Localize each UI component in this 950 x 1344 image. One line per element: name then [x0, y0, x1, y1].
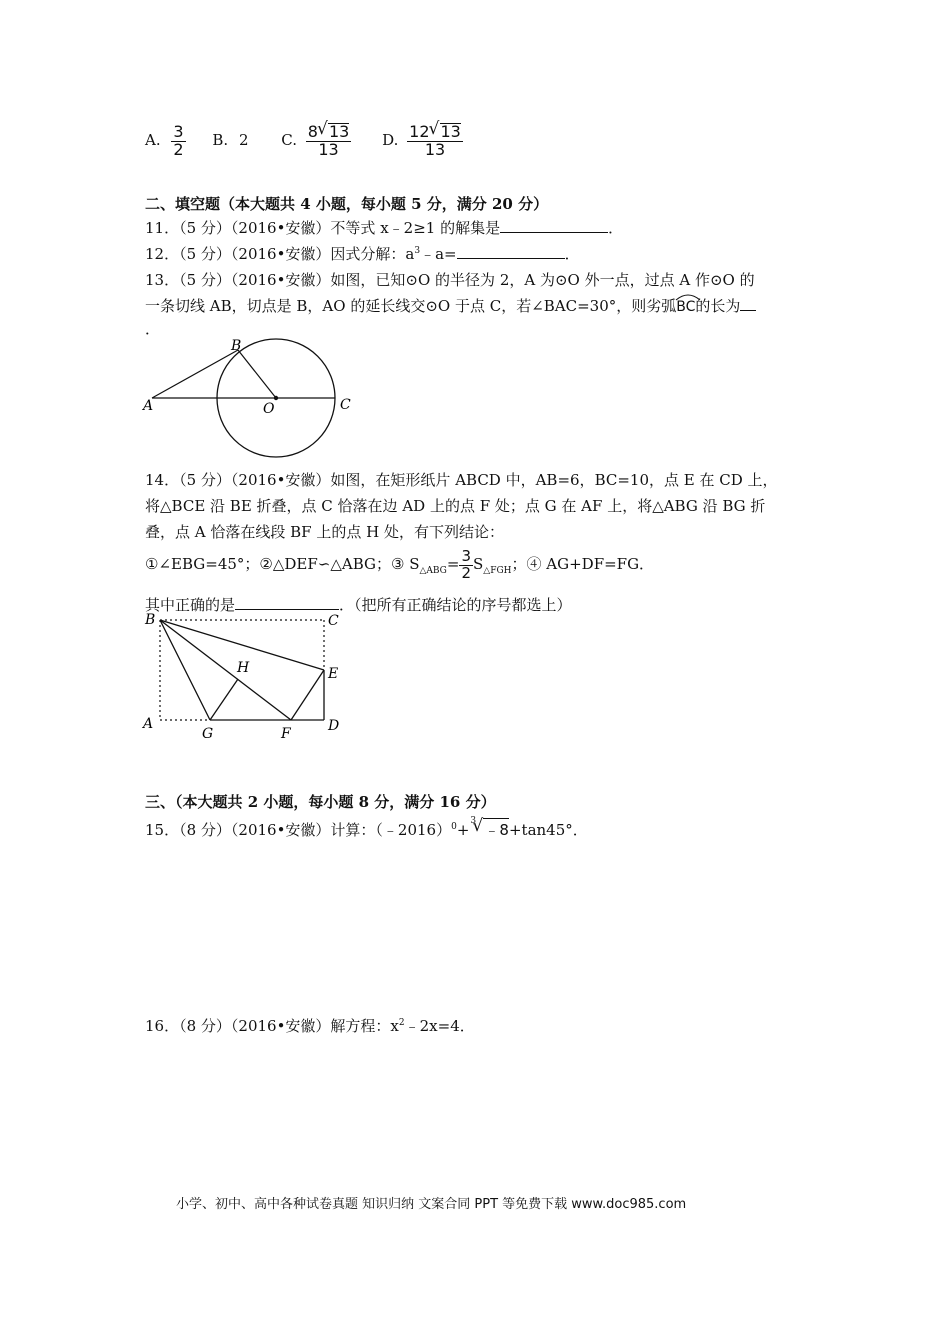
option-c-fraction: [306, 123, 352, 159]
q14-statements: [145, 544, 654, 584]
q14-line1: 14．（5 分）（2016•安徽）如图，在矩形纸片 ABCD 中，AB=6，BC=10，点 E 在 CD 上，: [145, 471, 778, 489]
q15-text-b: +tan45°．: [508, 821, 588, 839]
label-o: O: [263, 401, 275, 417]
q13-line1: 13．（5 分）（2016•安徽）如图，已知⊙O 的半径为 2，A 为⊙O 外一点，过点 A 作⊙O 的: [145, 271, 755, 289]
option-a-denominator: 2: [173, 139, 184, 159]
option-c-coef: 8: [307, 122, 318, 142]
section2-heading: 二、填空题（本大题共 4 小题，每小题 5 分，满分 20 分）: [145, 195, 549, 213]
option-a-numerator: 3: [173, 121, 184, 141]
option-d-denominator: 13: [424, 140, 446, 159]
q16-text-a: 16．（8 分）（2016•安徽）解方程：x: [145, 1017, 399, 1035]
segment-bg: [160, 620, 210, 720]
label-b: B: [231, 338, 242, 354]
q12-text-b: ﹣a=: [420, 245, 457, 263]
q13-line2: [145, 295, 756, 316]
option-c-radical: √ 13: [328, 123, 349, 141]
segment-bf: [160, 620, 291, 720]
center-point: [274, 396, 278, 400]
arc-label: BC: [676, 299, 696, 315]
q15-root-index: 3: [470, 816, 477, 826]
q14-line5-b: ．（把所有正确结论的序号都选上）: [339, 596, 572, 614]
q13-answer-blank[interactable]: [740, 296, 756, 311]
q13-line2-a: 一条切线 AB，切点是 B，AO 的延长线交⊙O 于点 C，若∠BAC=30°，则劣弧: [145, 297, 677, 315]
segment-gh: [210, 679, 238, 720]
arc-symbol-icon: [674, 293, 702, 301]
option-b-value: 2: [238, 131, 249, 149]
q11: [145, 217, 623, 238]
q14-line3: 叠，点 A 恰落在线段 BF 上的点 H 处，有下列结论：: [145, 523, 504, 541]
q15-exponent: 0: [451, 822, 457, 832]
q10-options: [145, 118, 463, 162]
q16-exponent: 2: [398, 1018, 405, 1028]
q14-s1: ①∠EBG=45°；②△DEF∽△ABG；③ S: [145, 555, 420, 573]
q13-line2-b: 的长为: [695, 297, 741, 315]
label-d: D: [328, 718, 340, 734]
section3-heading: 三、（本大题共 2 小题，每小题 8 分，满分 16 分）: [145, 793, 496, 811]
label-h: H: [237, 660, 250, 676]
option-a-fraction: [171, 121, 185, 159]
option-d-label: D.: [382, 131, 399, 149]
option-b-label: B.: [212, 131, 229, 149]
label-a: A: [143, 398, 154, 414]
option-d-fraction: [407, 123, 463, 159]
q11-text: 11．（5 分）（2016•安徽）不等式 x﹣2≥1 的解集是: [145, 219, 501, 237]
label-e: E: [328, 666, 339, 682]
segment-ef: [291, 670, 324, 720]
q14-sub-fgh: △FGH: [483, 566, 512, 576]
q12-end: ．: [564, 245, 580, 263]
q15-text-a: 15．（8 分）（2016•安徽）计算：（﹣2016）: [145, 821, 452, 839]
option-d-radical: √ 13: [440, 123, 461, 141]
q16-text-b: ﹣2x=4．: [404, 1017, 475, 1035]
q14-frac-num: 3: [461, 546, 472, 565]
q14-frac-den: 2: [461, 563, 472, 582]
q16: [145, 1015, 475, 1036]
q12-text-a: 12．（5 分）（2016•安徽）因式分解：a: [145, 245, 415, 263]
q14-eq: =: [446, 555, 460, 573]
label-f: F: [281, 726, 291, 742]
cube-root: [471, 818, 509, 840]
label-c: C: [328, 613, 339, 629]
q11-answer-blank[interactable]: [500, 218, 608, 233]
option-c-numerator: [306, 123, 352, 142]
q15-plus: +: [456, 821, 470, 839]
q14-s2: S: [473, 555, 484, 573]
q15-radicand: √ ﹣8: [483, 818, 509, 840]
q13-line3: ．: [145, 320, 161, 338]
label-b: B: [145, 612, 156, 628]
option-c-label: C.: [281, 131, 297, 149]
label-c: C: [340, 397, 351, 413]
q12-answer-blank[interactable]: [457, 244, 565, 259]
q12-exponent: 3: [414, 246, 421, 256]
q14-line5-a: 其中正确的是: [145, 596, 236, 614]
figure-q14: [140, 608, 355, 743]
q14-s3: ；④ AG+DF=FG．: [511, 555, 655, 573]
radius-ob: [238, 350, 276, 398]
q14-sub-abg: △ABG: [419, 566, 447, 576]
label-a: A: [143, 716, 154, 732]
option-c-denominator: 13: [318, 140, 339, 159]
footer-text: 小学、初中、高中各种试卷真题 知识归纳 文案合同 PPT 等免费下载 www.doc985.com: [176, 1197, 687, 1212]
q11-end: ．: [608, 219, 624, 237]
q12: [145, 243, 580, 264]
q14-fraction: [459, 546, 473, 582]
label-g: G: [202, 726, 214, 742]
option-d-coef: 12: [409, 122, 430, 142]
option-a-label: A.: [145, 131, 161, 149]
q15: [145, 818, 588, 840]
tangent-ab: [152, 350, 238, 398]
arc-bc: [676, 299, 695, 315]
q14-line2: 将△BCE 沿 BE 折叠，点 C 恰落在边 AD 上的点 F 处；点 G 在 AF 上，将△ABG 沿 BG 折: [145, 497, 766, 515]
figure-q13: [140, 330, 370, 460]
